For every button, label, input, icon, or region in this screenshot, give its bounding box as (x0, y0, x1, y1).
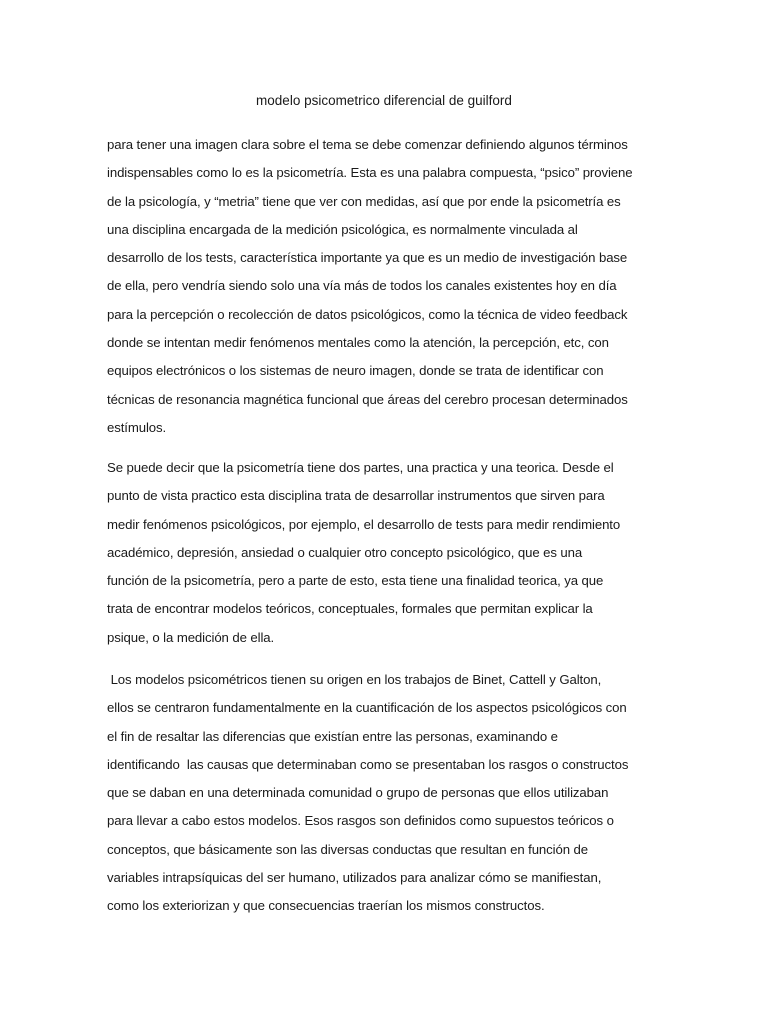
paragraph-3 (107, 666, 667, 921)
paragraph-2 (107, 454, 667, 652)
text-line: medir fenómenos psicológicos, por ejemplo, el desarrollo de tests para medir rendimiento (107, 516, 621, 532)
text-line: Los modelos psicométricos tienen su origen en los trabajos de Binet, Cattell y Galton, (107, 672, 602, 687)
document-title: modelo psicometrico diferencial de guilford (256, 93, 512, 108)
text-line: función de la psicometría, pero a parte de esto, esta tiene una finalidad teorica, ya que (107, 573, 604, 589)
text-line: identificando las causas que determinaban como se presentaban los rasgos o constructos (107, 756, 629, 772)
text-line: variables intrapsíquicas del ser humano, utilizados para analizar cómo se manifiestan, (107, 870, 602, 886)
text-line: equipos electrónicos o los sistemas de neuro imagen, donde se trata de identificar con (107, 363, 604, 379)
text-line: ellos se centraron fundamentalmente en la cuantificación de los aspectos psicológicos con (107, 700, 627, 716)
text-line: que se daban en una determinada comunidad o grupo de personas que ellos utilizaban (107, 785, 609, 801)
text-line: para llevar a cabo estos modelos. Esos rasgos son definidos como supuestos teóricos o (107, 813, 614, 829)
text-line: desarrollo de los tests, característica importante ya que es un medio de investigación base (107, 250, 628, 266)
text-line: psique, o la medición de ella. (107, 629, 275, 645)
text-line: estímulos. (107, 419, 167, 435)
text-line: donde se intentan medir fenómenos mentales como la atención, la percepción, etc, con (107, 335, 609, 351)
text-line: de ella, pero vendría siendo solo una vía más de todos los canales existentes hoy en día (107, 278, 617, 294)
text-line: conceptos, que básicamente son las diversas conductas que resultan en función de (107, 841, 588, 857)
text-line: como los exteriorizan y que consecuencias traerían los mismos constructos. (107, 898, 545, 914)
text-line: para la percepción o recolección de datos psicológicos, como la técnica de video feedback (107, 306, 628, 322)
text-line: Se puede decir que la psicometría tiene dos partes, una practica y una teorica. Desde el (107, 460, 614, 475)
text-line: indispensables como lo es la psicometría. Esta es una palabra compuesta, “psico” proviene (107, 165, 633, 181)
text-line: trata de encontrar modelos teóricos, conceptuales, formales que permitan explicar la (107, 601, 593, 617)
text-line: una disciplina encargada de la medición psicológica, es normalmente vinculada al (107, 221, 578, 237)
text-line: técnicas de resonancia magnética funcional que áreas del cerebro procesan determinados (107, 391, 628, 407)
text-line: para tener una imagen clara sobre el tema se debe comenzar definiendo algunos términos (107, 137, 628, 152)
text-line: de la psicología, y “metria” tiene que ver con medidas, así que por ende la psicometría es (107, 193, 621, 209)
text-line: punto de vista practico esta disciplina trata de desarrollar instrumentos que sirven para (107, 488, 605, 504)
text-line: académico, depresión, ansiedad o cualquier otro concepto psicológico, que es una (107, 544, 583, 560)
paragraph-1 (107, 131, 667, 442)
text-line: el fin de resaltar las diferencias que existían entre las personas, examinando e (107, 728, 558, 744)
